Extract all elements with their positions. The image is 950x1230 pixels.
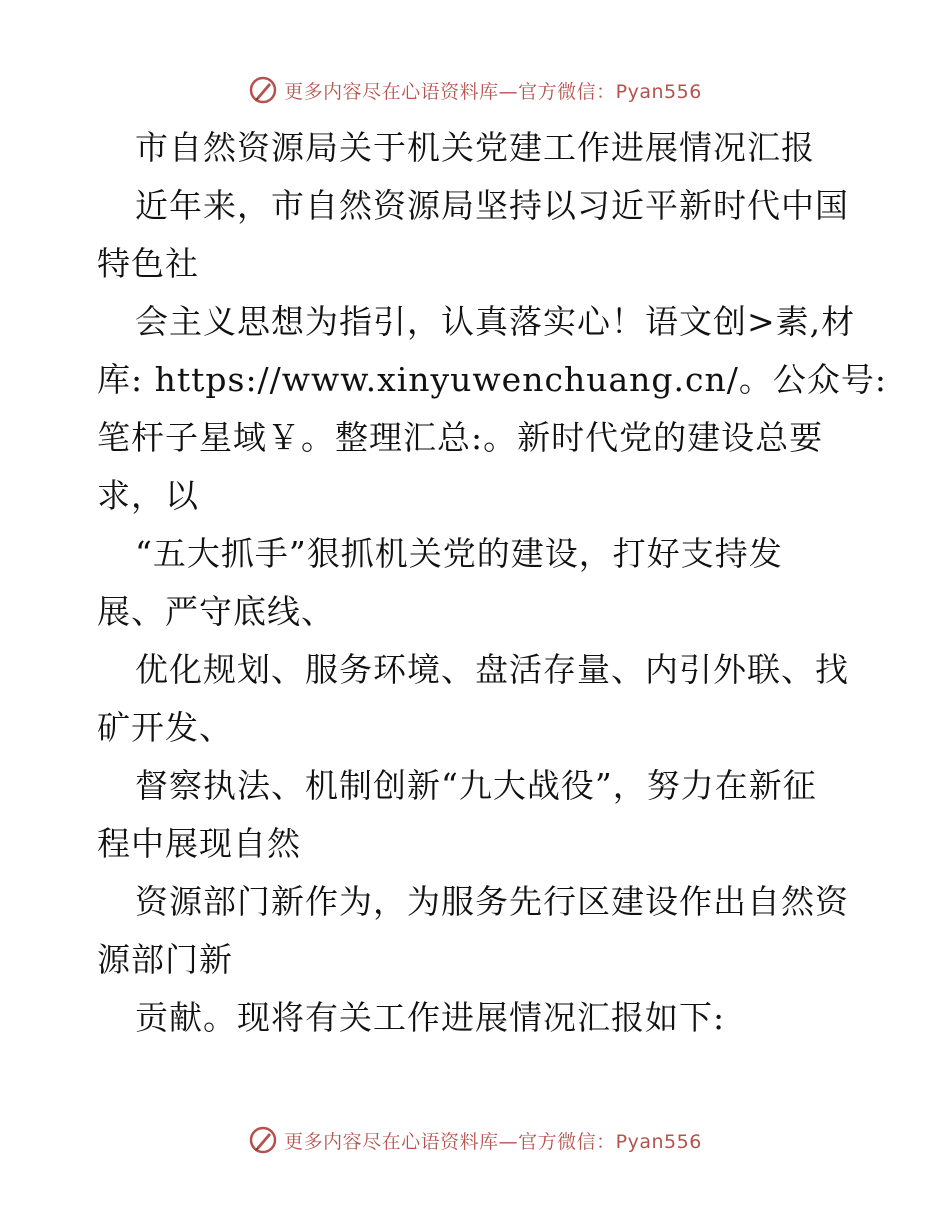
paragraph-line: 展、严守底线、 xyxy=(97,592,335,631)
paragraph-line: 库: https://www.xinyuwenchuang.cn/。公众号: xyxy=(97,360,887,399)
paragraph-line: “五大抓手”狠抓机关党的建设，打好支持发 xyxy=(135,534,783,573)
paragraph-line: 资源部门新作为，为服务先行区建设作出自然资 xyxy=(135,882,849,921)
paragraph-line: 贡献。现将有关工作进展情况汇报如下: xyxy=(135,998,726,1037)
header-banner-text: 更多内容尽在心语资料库—官方微信：Pyan556 xyxy=(284,80,702,103)
paragraph-line: 源部门新 xyxy=(97,940,233,979)
paragraph-line: 求，以 xyxy=(97,476,199,515)
paragraph-line: 近年来，市自然资源局坚持以习近平新时代中国 xyxy=(135,186,849,225)
footer-banner xyxy=(0,1120,950,1160)
document-body xyxy=(97,119,887,1047)
paragraph-line: 矿开发、 xyxy=(97,708,233,747)
document-title: 市自然资源局关于机关党建工作进展情况汇报 xyxy=(135,128,815,167)
paragraph-line: 笔杆子星域￥。整理汇总:。新时代党的建设总要 xyxy=(97,418,824,457)
paragraph-line: 会主义思想为指引，认真落实心！语文创>素,材 xyxy=(135,302,856,341)
paragraph-line: 特色社 xyxy=(97,244,199,283)
pen-logo-icon xyxy=(248,1125,278,1155)
footer-banner-text: 更多内容尽在心语资料库—官方微信：Pyan556 xyxy=(284,1130,702,1153)
header-banner xyxy=(0,70,950,110)
paragraph-line: 优化规划、服务环境、盘活存量、内引外联、找 xyxy=(135,650,849,689)
paragraph-line: 督察执法、机制创新“九大战役”，努力在新征 xyxy=(135,766,817,805)
pen-logo-icon xyxy=(248,75,278,105)
paragraph-line: 程中展现自然 xyxy=(97,824,301,863)
